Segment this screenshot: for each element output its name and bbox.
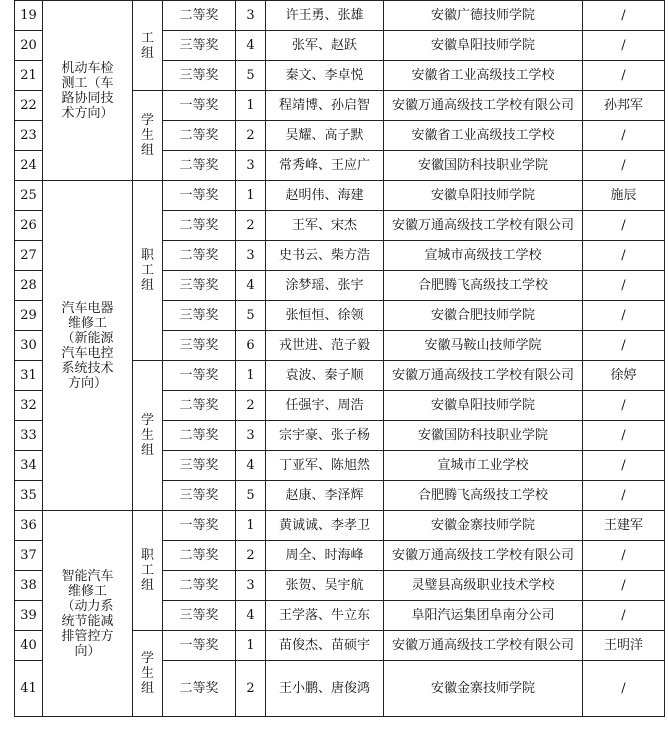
coach-name: / bbox=[583, 421, 665, 451]
school-name: 安徽万通高级技工学校有限公司 bbox=[384, 211, 583, 241]
award-level: 二等奖 bbox=[163, 241, 236, 271]
group-name-line: 组 bbox=[140, 45, 154, 61]
group-name-line: 学 bbox=[140, 651, 154, 666]
row-number: 26 bbox=[15, 211, 43, 241]
award-level: 三等奖 bbox=[163, 601, 236, 631]
contestant-names: 张恒恒、徐领 bbox=[266, 301, 384, 331]
award-level: 二等奖 bbox=[163, 121, 236, 151]
rank-number: 4 bbox=[236, 31, 266, 61]
award-level: 二等奖 bbox=[163, 571, 236, 601]
event-name-line: 系统技术 bbox=[61, 360, 114, 376]
contestant-names: 戎世进、范子毅 bbox=[266, 331, 384, 361]
school-name: 安徽省工业高级技工学校 bbox=[384, 61, 583, 91]
rank-number: 2 bbox=[236, 661, 266, 717]
contestant-names: 周全、时海峰 bbox=[266, 541, 384, 571]
school-name: 安徽阜阳技师学院 bbox=[384, 391, 583, 421]
school-name: 安徽万通高级技工学校有限公司 bbox=[384, 361, 583, 391]
school-name: 安徽国防科技职业学院 bbox=[384, 421, 583, 451]
coach-name: / bbox=[583, 571, 665, 601]
rank-number: 5 bbox=[236, 61, 266, 91]
group-name bbox=[133, 1, 163, 91]
school-name: 安徽万通高级技工学校有限公司 bbox=[384, 541, 583, 571]
school-name: 宣城市高级技工学校 bbox=[384, 241, 583, 271]
rank-number: 3 bbox=[236, 1, 266, 31]
group-name-line: 生 bbox=[140, 128, 154, 143]
contestant-names: 王小鹏、唐俊鸿 bbox=[266, 661, 384, 717]
event-name-line: 机动车检 bbox=[61, 60, 114, 76]
coach-name: / bbox=[583, 391, 665, 421]
row-number: 38 bbox=[15, 571, 43, 601]
contestant-names: 黄诚诚、李孝卫 bbox=[266, 511, 384, 541]
contestant-names: 赵明伟、海建 bbox=[266, 181, 384, 211]
event-name-line: （新能源 bbox=[61, 330, 114, 346]
school-name: 安徽万通高级技工学校有限公司 bbox=[384, 91, 583, 121]
coach-name: / bbox=[583, 1, 665, 31]
coach-name: / bbox=[583, 211, 665, 241]
contestant-names: 丁亚军、陈旭然 bbox=[266, 451, 384, 481]
award-level: 二等奖 bbox=[163, 661, 236, 717]
school-name: 安徽省工业高级技工学校 bbox=[384, 121, 583, 151]
rank-number: 1 bbox=[236, 181, 266, 211]
coach-name: / bbox=[583, 331, 665, 361]
event-name-line: 智能汽车 bbox=[61, 568, 114, 584]
rank-number: 4 bbox=[236, 601, 266, 631]
contestant-names: 任强宇、周浩 bbox=[266, 391, 384, 421]
event-name bbox=[43, 181, 133, 511]
rank-number: 1 bbox=[236, 631, 266, 661]
coach-name: / bbox=[583, 241, 665, 271]
rank-number: 1 bbox=[236, 91, 266, 121]
row-number: 20 bbox=[15, 31, 43, 61]
contestant-names: 秦文、李卓悦 bbox=[266, 61, 384, 91]
row-number: 29 bbox=[15, 301, 43, 331]
award-level: 二等奖 bbox=[163, 421, 236, 451]
group-name-line: 工 bbox=[140, 263, 154, 278]
row-number: 21 bbox=[15, 61, 43, 91]
award-level: 三等奖 bbox=[163, 31, 236, 61]
award-level: 三等奖 bbox=[163, 331, 236, 361]
group-name-line: 组 bbox=[140, 681, 154, 696]
school-name: 合肥腾飞高级技工学校 bbox=[384, 481, 583, 511]
row-number: 33 bbox=[15, 421, 43, 451]
group-name-line: 组 bbox=[140, 578, 154, 593]
group-name bbox=[133, 181, 163, 361]
coach-name: 徐婷 bbox=[583, 361, 665, 391]
coach-name: / bbox=[583, 301, 665, 331]
event-name-line: 排管控方 bbox=[61, 628, 114, 644]
contestant-names: 张军、赵跃 bbox=[266, 31, 384, 61]
school-name: 安徽阜阳技师学院 bbox=[384, 181, 583, 211]
group-name-line: 工 bbox=[140, 30, 154, 46]
row-number: 36 bbox=[15, 511, 43, 541]
rank-number: 5 bbox=[236, 481, 266, 511]
group-name-line: 学 bbox=[140, 413, 154, 428]
school-name: 安徽金寨技师学院 bbox=[384, 511, 583, 541]
event-name-line: 维修工 bbox=[67, 583, 107, 599]
table-row bbox=[15, 1, 665, 31]
award-level: 一等奖 bbox=[163, 631, 236, 661]
group-name-line: 组 bbox=[140, 143, 154, 158]
row-number: 41 bbox=[15, 661, 43, 717]
rank-number: 4 bbox=[236, 271, 266, 301]
group-name-line: 生 bbox=[140, 428, 154, 443]
contestant-names: 许王勇、张雄 bbox=[266, 1, 384, 31]
coach-name: / bbox=[583, 271, 665, 301]
coach-name: 施辰 bbox=[583, 181, 665, 211]
contestant-names: 王学落、牛立东 bbox=[266, 601, 384, 631]
award-level: 二等奖 bbox=[163, 1, 236, 31]
contestant-names: 史书云、柴方浩 bbox=[266, 241, 384, 271]
contestant-names: 涂梦瑶、张宇 bbox=[266, 271, 384, 301]
award-level: 一等奖 bbox=[163, 91, 236, 121]
rank-number: 6 bbox=[236, 331, 266, 361]
award-level: 三等奖 bbox=[163, 481, 236, 511]
school-name: 安徽万通高级技工学校有限公司 bbox=[384, 631, 583, 661]
event-name-line: 测工（车 bbox=[61, 75, 114, 91]
row-number: 40 bbox=[15, 631, 43, 661]
coach-name: / bbox=[583, 61, 665, 91]
award-level: 三等奖 bbox=[163, 451, 236, 481]
rank-number: 1 bbox=[236, 361, 266, 391]
coach-name: / bbox=[583, 451, 665, 481]
school-name: 安徽阜阳技师学院 bbox=[384, 31, 583, 61]
award-level: 二等奖 bbox=[163, 211, 236, 241]
row-number: 34 bbox=[15, 451, 43, 481]
row-number: 22 bbox=[15, 91, 43, 121]
school-name: 宣城市工业学校 bbox=[384, 451, 583, 481]
award-level: 二等奖 bbox=[163, 391, 236, 421]
event-name-line: 术方向） bbox=[61, 105, 114, 121]
contestant-names: 袁波、秦子顺 bbox=[266, 361, 384, 391]
event-name-line: 统节能减 bbox=[61, 613, 114, 629]
group-name-line: 学 bbox=[140, 113, 154, 128]
school-name: 安徽马鞍山技师学院 bbox=[384, 331, 583, 361]
rank-number: 3 bbox=[236, 421, 266, 451]
group-name bbox=[133, 91, 163, 181]
school-name: 安徽国防科技职业学院 bbox=[384, 151, 583, 181]
group-name bbox=[133, 511, 163, 631]
rank-number: 4 bbox=[236, 451, 266, 481]
coach-name: / bbox=[583, 601, 665, 631]
row-number: 19 bbox=[15, 1, 43, 31]
award-level: 二等奖 bbox=[163, 151, 236, 181]
coach-name: / bbox=[583, 121, 665, 151]
row-number: 23 bbox=[15, 121, 43, 151]
contestant-names: 苗俊杰、苗硕宇 bbox=[266, 631, 384, 661]
contestant-names: 宗宇豪、张子杨 bbox=[266, 421, 384, 451]
group-name-line: 组 bbox=[140, 443, 154, 458]
award-level: 一等奖 bbox=[163, 511, 236, 541]
rank-number: 3 bbox=[236, 571, 266, 601]
group-name bbox=[133, 361, 163, 511]
event-name-line: 汽车电器 bbox=[61, 300, 114, 316]
coach-name: / bbox=[583, 541, 665, 571]
event-name bbox=[43, 1, 133, 181]
award-document bbox=[14, 0, 664, 716]
row-number: 39 bbox=[15, 601, 43, 631]
award-level: 三等奖 bbox=[163, 61, 236, 91]
event-name-line: 方向） bbox=[67, 375, 107, 391]
row-number: 35 bbox=[15, 481, 43, 511]
rank-number: 2 bbox=[236, 121, 266, 151]
rank-number: 3 bbox=[236, 241, 266, 271]
table-row bbox=[15, 181, 665, 211]
event-name-line: （动力系 bbox=[61, 598, 114, 614]
event-name-line: 路协同技 bbox=[61, 90, 114, 106]
rank-number: 2 bbox=[236, 211, 266, 241]
award-table bbox=[14, 0, 665, 717]
rank-number: 3 bbox=[236, 151, 266, 181]
rank-number: 5 bbox=[236, 301, 266, 331]
row-number: 32 bbox=[15, 391, 43, 421]
coach-name: / bbox=[583, 661, 665, 717]
contestant-names: 张贺、吴宇航 bbox=[266, 571, 384, 601]
row-number: 28 bbox=[15, 271, 43, 301]
event-name bbox=[43, 511, 133, 717]
school-name: 安徽广德技师学院 bbox=[384, 1, 583, 31]
table-row bbox=[15, 511, 665, 541]
coach-name: / bbox=[583, 481, 665, 511]
group-name-line: 组 bbox=[140, 278, 154, 293]
row-number: 30 bbox=[15, 331, 43, 361]
group-name bbox=[133, 631, 163, 717]
award-level: 一等奖 bbox=[163, 361, 236, 391]
row-number: 24 bbox=[15, 151, 43, 181]
group-name-line: 职 bbox=[140, 248, 154, 263]
contestant-names: 常秀峰、王应广 bbox=[266, 151, 384, 181]
coach-name: 王明洋 bbox=[583, 631, 665, 661]
group-name-line: 工 bbox=[140, 563, 154, 578]
award-table-body bbox=[15, 1, 665, 717]
contestant-names: 程靖博、孙启智 bbox=[266, 91, 384, 121]
award-level: 三等奖 bbox=[163, 271, 236, 301]
coach-name: 王建军 bbox=[583, 511, 665, 541]
school-name: 安徽金寨技师学院 bbox=[384, 661, 583, 717]
coach-name: 孙邦军 bbox=[583, 91, 665, 121]
contestant-names: 吴耀、高子默 bbox=[266, 121, 384, 151]
rank-number: 1 bbox=[236, 511, 266, 541]
row-number: 27 bbox=[15, 241, 43, 271]
award-level: 三等奖 bbox=[163, 301, 236, 331]
group-name-line: 生 bbox=[140, 666, 154, 681]
event-name-line: 汽车电控 bbox=[61, 345, 114, 361]
award-level: 二等奖 bbox=[163, 541, 236, 571]
contestant-names: 王军、宋杰 bbox=[266, 211, 384, 241]
row-number: 37 bbox=[15, 541, 43, 571]
group-name-line: 职 bbox=[140, 548, 154, 563]
school-name: 阜阳汽运集团阜南分公司 bbox=[384, 601, 583, 631]
school-name: 灵璧县高级职业技术学校 bbox=[384, 571, 583, 601]
event-name-line: 向） bbox=[74, 643, 101, 659]
row-number: 25 bbox=[15, 181, 43, 211]
coach-name: / bbox=[583, 151, 665, 181]
rank-number: 2 bbox=[236, 391, 266, 421]
row-number: 31 bbox=[15, 361, 43, 391]
school-name: 合肥腾飞高级技工学校 bbox=[384, 271, 583, 301]
award-level: 一等奖 bbox=[163, 181, 236, 211]
event-name-line: 维修工 bbox=[67, 315, 107, 331]
contestant-names: 赵康、李泽辉 bbox=[266, 481, 384, 511]
rank-number: 2 bbox=[236, 541, 266, 571]
school-name: 安徽合肥技师学院 bbox=[384, 301, 583, 331]
coach-name: / bbox=[583, 31, 665, 61]
